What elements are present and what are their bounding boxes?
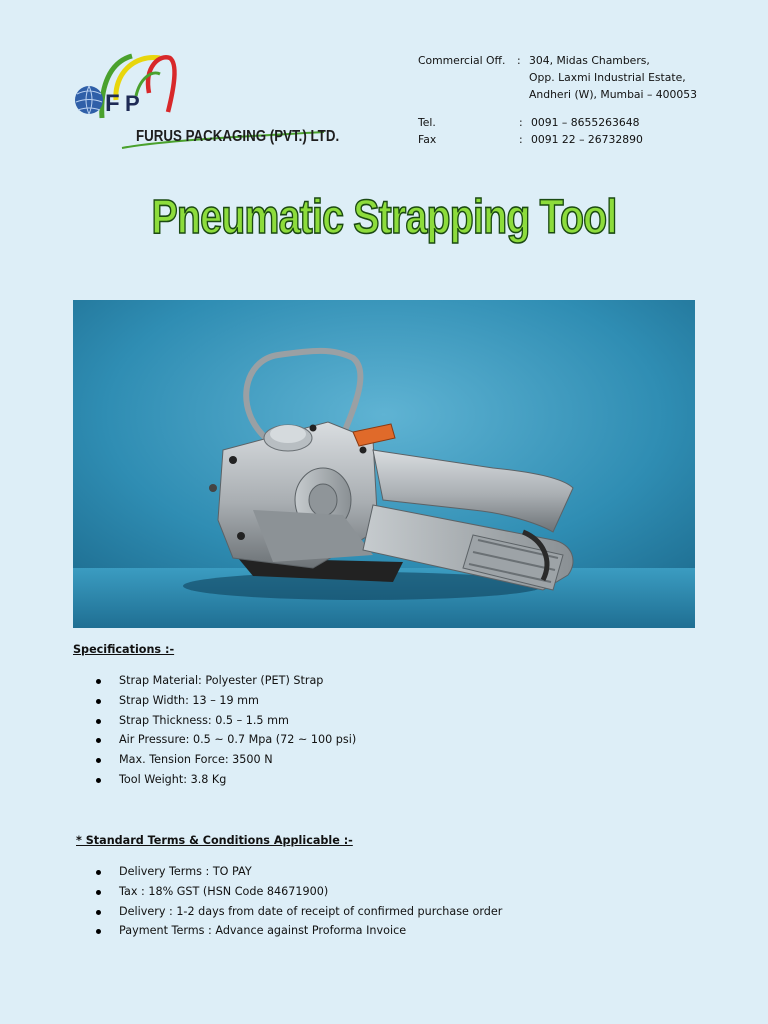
office-address-line: 304, Midas Chambers, (529, 54, 650, 67)
company-logo (74, 48, 344, 158)
list-item: Max. Tension Force: 3500 N (96, 750, 356, 770)
list-item: Strap Width: 13 – 19 mm (96, 691, 356, 711)
product-photo (73, 300, 695, 628)
terms-heading: * Standard Terms & Conditions Applicable :- (76, 834, 353, 847)
specifications-list (96, 671, 356, 790)
specifications-heading: Specifications :- (73, 643, 175, 656)
svg-text:F: F (105, 90, 120, 117)
strapping-tool-image (73, 300, 695, 628)
tel-separator: : (519, 116, 523, 129)
list-item: Delivery Terms : TO PAY (96, 862, 502, 882)
list-item: Payment Terms : Advance against Proforma Invoice (96, 921, 502, 941)
tel-value: 0091 – 8655263648 (531, 116, 640, 129)
office-label: Commercial Off. (418, 54, 506, 67)
fax-separator: : (519, 133, 523, 146)
list-item: Delivery : 1-2 days from date of receipt of confirmed purchase order (96, 902, 502, 922)
office-address-line: Opp. Laxmi Industrial Estate, (529, 71, 686, 84)
list-item: Strap Material: Polyester (PET) Strap (96, 671, 356, 691)
list-item: Tax : 18% GST (HSN Code 84671900) (96, 882, 502, 902)
office-address-line: Andheri (W), Mumbai – 400053 (529, 88, 698, 101)
company-name: FURUS PACKAGING (PVT.) LTD. (136, 128, 340, 145)
list-item: Strap Thickness: 0.5 – 1.5 mm (96, 711, 356, 731)
office-separator: : (517, 54, 521, 67)
fax-value: 0091 22 – 26732890 (531, 133, 643, 146)
list-item: Tool Weight: 3.8 Kg (96, 770, 356, 790)
terms-list (96, 862, 502, 941)
list-item: Air Pressure: 0.5 ~ 0.7 Mpa (72 ~ 100 psi) (96, 730, 356, 750)
page-title: Pneumatic Strapping Tool (151, 191, 617, 244)
svg-text:P: P (125, 91, 140, 116)
fax-label: Fax (418, 133, 437, 146)
tel-label: Tel. (418, 116, 436, 129)
